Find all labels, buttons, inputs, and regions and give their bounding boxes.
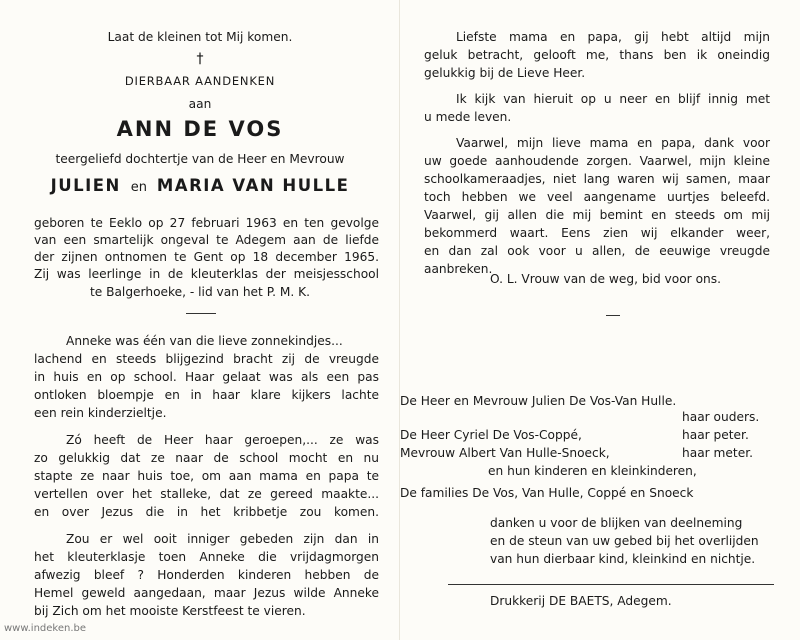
para3-line: Zou er wel ooit inniger gebeden zijn dan in xyxy=(66,532,379,546)
separator-dash xyxy=(186,313,216,314)
para2-line: stapte ze naar huis toe, om aan mama en papa te xyxy=(34,469,379,483)
para2-line: en over Jezus die in het kribbetje zou komen. xyxy=(34,505,379,519)
r-para3-line: toch hebben we veel aangename uurtjes beleefd. xyxy=(424,190,770,204)
para2-line: vertellen over het stalleke, dat ze gereed maakte... xyxy=(34,487,379,501)
family-line: De Heer en Mevrouw Julien De Vos-Van Hulle. xyxy=(400,394,677,408)
bio-line: van een smartelijk ongeval te Adegem aan de liefde xyxy=(34,233,379,247)
r-para1-line: geluk betracht, gelooft me, thans ben ik oneindig xyxy=(424,48,770,62)
family-role: haar peter. xyxy=(682,428,749,442)
r-para3-line: aanbreken. xyxy=(424,262,493,276)
parents-second: MARIA VAN HULLE xyxy=(156,176,350,195)
thanks-line: danken u voor de blijken van deelneming xyxy=(490,516,743,530)
bio-line: geboren te Eeklo op 27 februari 1963 en ten gevolge xyxy=(34,216,379,230)
bio-line: der zijnen ontnomen te Gent op 18 december 1965. xyxy=(34,250,379,264)
intro-verse: Laat de kleinen tot Mij komen. xyxy=(107,30,293,44)
printer-line: Drukkerij DE BAETS, Adegem. xyxy=(490,594,672,608)
family-role: haar meter. xyxy=(682,446,753,460)
family-role: haar ouders. xyxy=(682,410,760,424)
para1-line: in huis en op school. Haar gelaat was als een pas xyxy=(34,370,379,384)
watermark: www.indeken.be xyxy=(4,623,87,634)
para3-line: bij Zich om het mooiste Kerstfeest te vieren. xyxy=(34,604,306,618)
r-para3-line: Vaarwel, mijn lieve mama en papa, dank voor xyxy=(456,136,770,150)
para1-line: ontloken bloempje en in haar klare kijkers lachte xyxy=(34,388,379,402)
r-para3-line: Vaarwel, gij allen die mij bemint en steeds om mij xyxy=(424,208,770,222)
bio-line: Zij was leerlinge in de kleuterklas der meisjesschool xyxy=(34,267,379,281)
bio-line: te Balgerhoeke, - lid van het P. M. K. xyxy=(89,285,311,299)
parents-names xyxy=(0,176,400,196)
parents-en: en xyxy=(130,180,147,195)
r-para2-line: u mede leven. xyxy=(424,110,512,124)
deceased-name: ANN DE VOS xyxy=(116,117,284,141)
cross-icon: † xyxy=(196,51,204,67)
para3-line: afwezig bleef ? Honderden kinderen hebben de xyxy=(34,568,379,582)
parents-first: JULIEN xyxy=(50,176,121,195)
para2-line: Zó heeft de Heer haar geroepen,... ze was xyxy=(66,433,379,447)
family-line: Mevrouw Albert Van Hulle-Snoeck, xyxy=(400,446,610,460)
r-para3-line: schoolkameraadjes, niet lang waren wij samen, maar xyxy=(424,172,770,186)
para1-line: een rein kinderzieltje. xyxy=(34,406,167,420)
thanks-line: en de steun van uw gebed bij het overlijden xyxy=(490,534,759,548)
family-line: De families De Vos, Van Hulle, Coppé en Snoeck xyxy=(400,486,694,500)
prayer-line: O. L. Vrouw van de weg, bid voor ons. xyxy=(490,272,721,286)
family-line: De Heer Cyriel De Vos-Coppé, xyxy=(400,428,582,442)
separator-dash xyxy=(606,315,620,316)
thanks-line: van hun dierbaar kind, kleinkind en nichtje. xyxy=(490,552,756,566)
r-para3-line: bekommerd waart. Eens zien wij elkander weer, xyxy=(424,226,770,240)
r-para3-line: en dan zal ook voor u allen, de eeuwige vreugde xyxy=(424,244,770,258)
para1-line: lachend en steeds blijgezind bracht zij de vreugde xyxy=(34,352,379,366)
r-para1-line: Liefste mama en papa, gij hebt altijd mijn xyxy=(456,30,770,44)
para2-line: zo gelukkig dat ze naar de school mocht en nu xyxy=(34,451,379,465)
r-para2-line: Ik kijk van hieruit op u neer en blijf innig met xyxy=(456,92,770,106)
para1-line: Anneke was één van die lieve zonnekindjes... xyxy=(66,334,343,348)
r-para3-line: uw goede aanhoudende zorgen. Vaarwel, mijn kleine xyxy=(424,154,770,168)
family-line: en hun kinderen en kleinkinderen, xyxy=(488,464,697,478)
aan-label: aan xyxy=(188,97,212,111)
r-para1-line: gelukkig bij de Lieve Heer. xyxy=(424,66,586,80)
printer-rule xyxy=(448,584,774,585)
daughter-of: teergeliefd dochtertje van de Heer en Mevrouw xyxy=(55,152,345,166)
para3-line: Hemel geweld aangedaan, maar Jezus wilde Anneke xyxy=(34,586,379,600)
para3-line: het kleuterklasje toen Anneke die vrijdagmorgen xyxy=(34,550,379,564)
memorial-heading: DIERBAAR AANDENKEN xyxy=(124,74,276,88)
right-page xyxy=(400,0,800,640)
